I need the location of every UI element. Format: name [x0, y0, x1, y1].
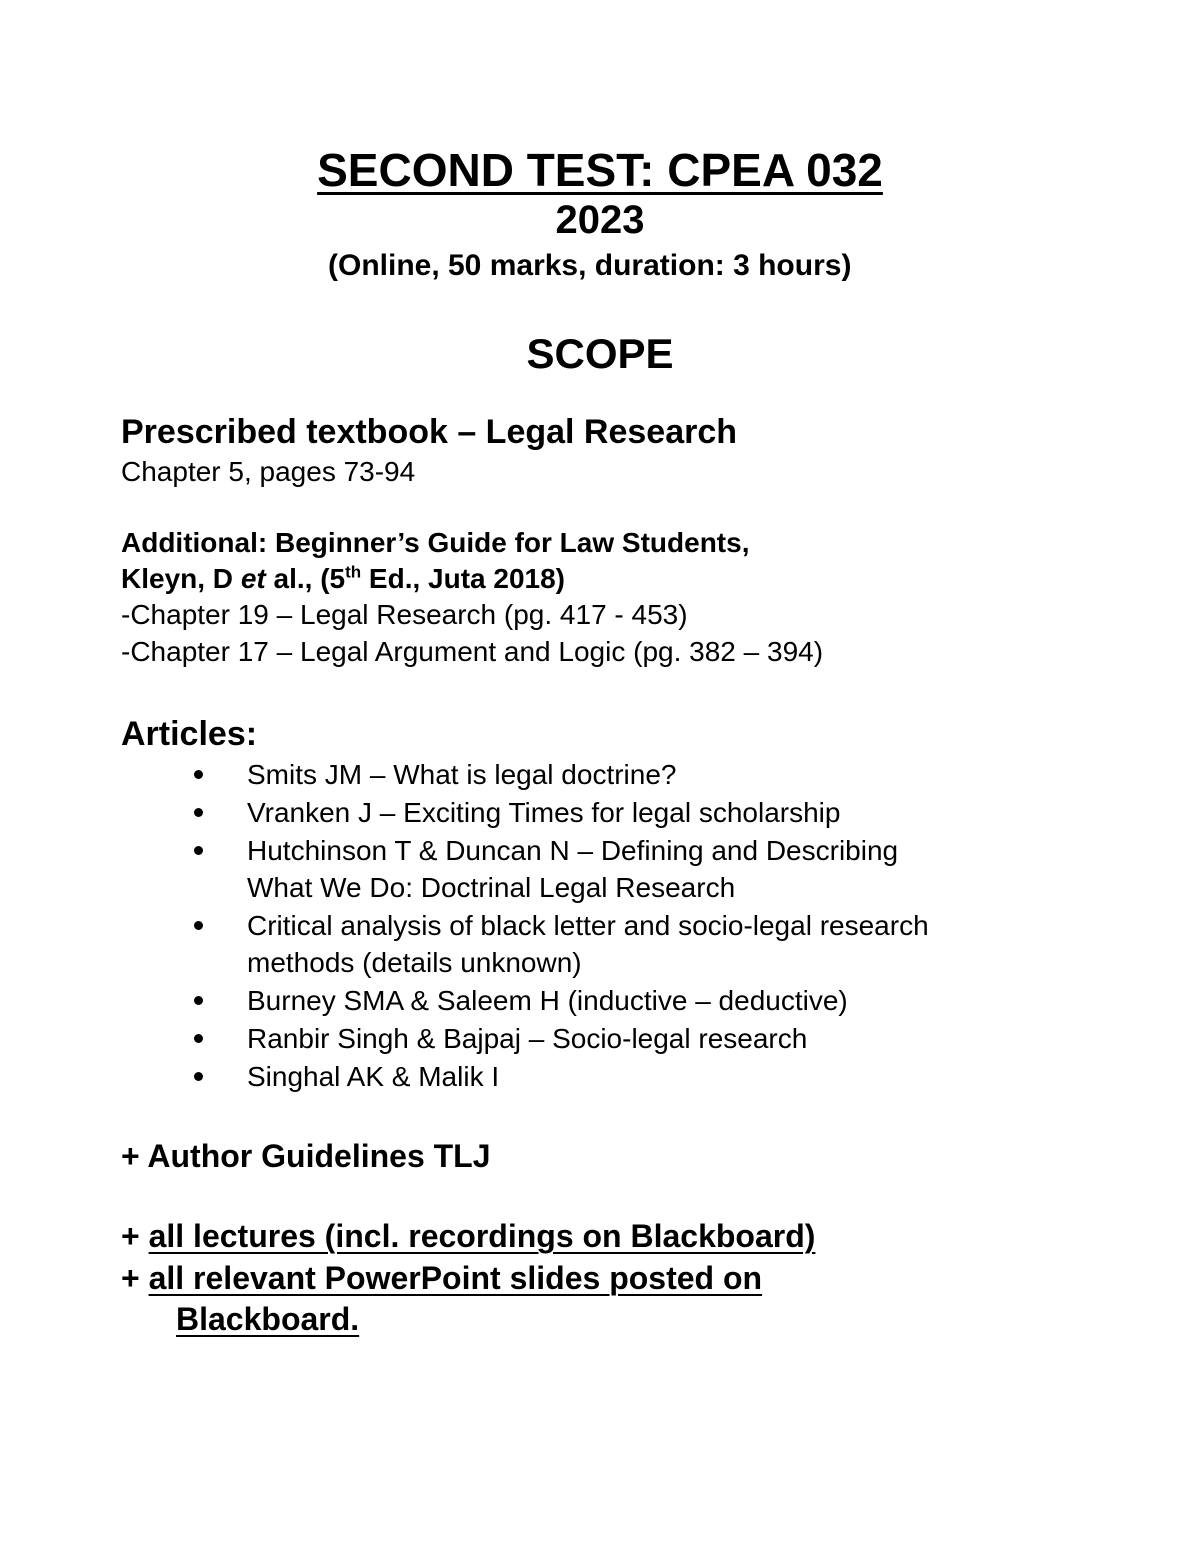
- citation-et: et: [240, 563, 266, 594]
- page-title: [0, 140, 1200, 200]
- list-item-text: Vranken J – Exciting Times for legal scholarship: [247, 797, 841, 828]
- lectures-text: all lectures (incl. recordings on Blackboard): [148, 1218, 816, 1254]
- additional-reading-title: Additional: Beginner’s Guide for Law Students,: [121, 527, 750, 558]
- additional-chapter-19: -Chapter 19 – Legal Research (pg. 417 - 453): [121, 599, 688, 630]
- bullet-icon: [194, 770, 203, 779]
- bullet-icon: [194, 1034, 203, 1043]
- list-item-text: Hutchinson T & Duncan N – Defining and Describing: [247, 835, 899, 866]
- list-item-text: Burney SMA & Saleem H (inductive – deductive): [247, 985, 848, 1016]
- list-item: [190, 1058, 929, 1095]
- textbook-heading: Prescribed textbook – Legal Research: [121, 413, 738, 451]
- citation-publisher: Ed., Juta 2018): [361, 563, 566, 594]
- list-item: [190, 982, 929, 1019]
- test-year: 2023: [555, 198, 645, 242]
- slides-note-continued: [176, 1298, 359, 1340]
- list-item-text-continued: methods (details unknown): [247, 947, 582, 978]
- list-item-text: Smits JM – What is legal doctrine?: [247, 759, 677, 790]
- scope-heading: SCOPE: [526, 330, 674, 377]
- articles-heading: Articles:: [121, 715, 258, 753]
- list-item-text: Critical analysis of black letter and socio-legal research: [247, 910, 929, 941]
- slides-note: [121, 1257, 762, 1299]
- slides-text: all relevant PowerPoint slides posted on: [148, 1260, 763, 1296]
- bullet-icon: [194, 1072, 203, 1081]
- plus-sign: +: [121, 1218, 149, 1254]
- plus-sign: +: [121, 1260, 149, 1296]
- page-title-text: SECOND TEST: CPEA 032: [317, 144, 883, 196]
- list-item-text: Ranbir Singh & Bajpaj – Socio-legal research: [247, 1023, 808, 1054]
- textbook-chapter: Chapter 5, pages 73-94: [121, 456, 416, 487]
- list-item-text: Singhal AK & Malik I: [247, 1061, 500, 1092]
- citation-author: Kleyn, D: [121, 563, 241, 594]
- slides-text-continued: Blackboard.: [176, 1301, 360, 1337]
- list-item-text-continued: What We Do: Doctrinal Legal Research: [247, 872, 736, 903]
- bullet-icon: [194, 846, 203, 855]
- additional-chapter-17: -Chapter 17 – Legal Argument and Logic (pg. 382 – 394): [121, 636, 824, 667]
- citation-edition: al., (5: [265, 563, 346, 594]
- articles-list: [190, 756, 929, 1096]
- additional-reading-citation: [121, 561, 565, 597]
- list-item: [190, 832, 929, 906]
- list-item: [190, 756, 929, 793]
- author-guidelines: + Author Guidelines TLJ: [121, 1138, 491, 1174]
- list-item: [190, 1020, 929, 1057]
- list-item: [190, 907, 929, 981]
- list-item: [190, 794, 929, 831]
- bullet-icon: [194, 996, 203, 1005]
- lectures-note: [121, 1215, 815, 1257]
- test-details: (Online, 50 marks, duration: 3 hours): [328, 249, 852, 282]
- citation-edition-suffix: th: [345, 562, 362, 582]
- bullet-icon: [194, 808, 203, 817]
- bullet-icon: [194, 921, 203, 930]
